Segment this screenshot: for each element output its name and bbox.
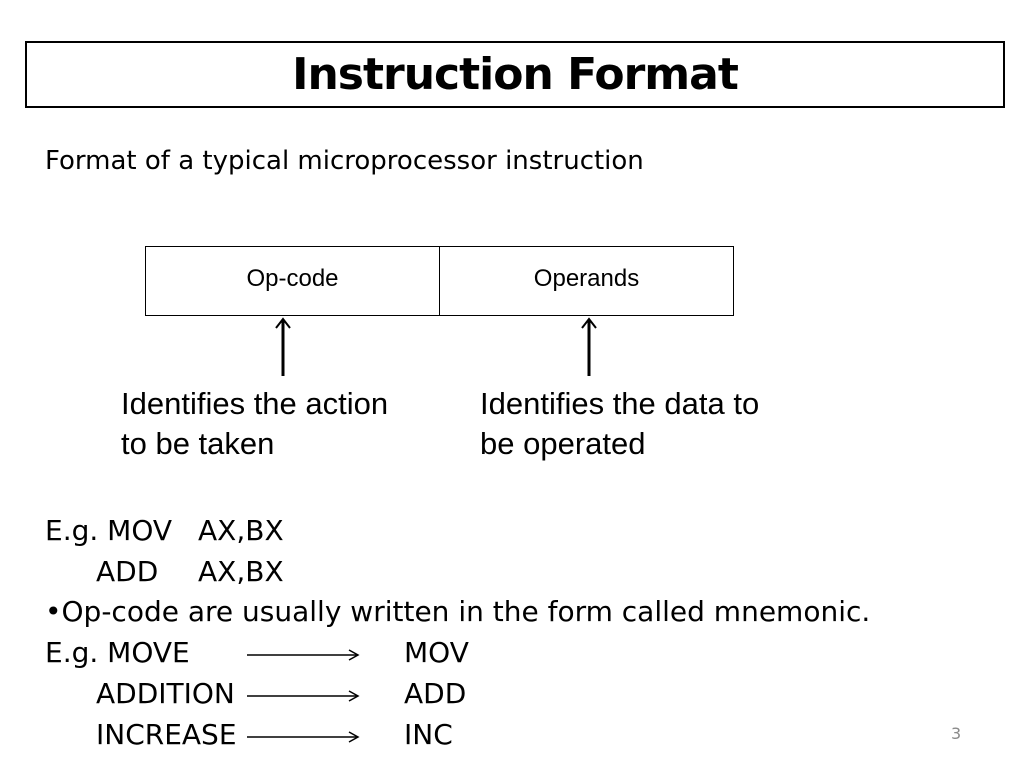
- subtitle: Format of a typical microprocessor instruction: [45, 146, 644, 176]
- example-eg-mov: E.g. MOV: [45, 514, 173, 547]
- slide-title: Instruction Format: [292, 48, 738, 100]
- mnemonic-word-1: E.g. MOVE: [45, 636, 190, 669]
- example-add: ADD: [96, 555, 159, 588]
- example-operand-1: AX,BX: [198, 514, 284, 547]
- operands-up-arrow-icon: [576, 316, 602, 378]
- mnemonic-2: ADD: [404, 677, 467, 710]
- bullet-mnemonic: •Op-code are usually written in the form called mnemonic.: [45, 595, 871, 628]
- opcode-description-line2: to be taken: [121, 426, 275, 461]
- mnemonic-word-3: INCREASE: [96, 718, 237, 751]
- operands-description: [480, 384, 759, 464]
- right-arrow-icon: [245, 688, 361, 704]
- example-operand-2: AX,BX: [198, 555, 284, 588]
- mnemonic-3: INC: [404, 718, 453, 751]
- operands-description-line1: Identifies the data to: [480, 386, 760, 421]
- mnemonic-1: MOV: [404, 636, 469, 669]
- opcode-field: Op-code: [246, 265, 339, 292]
- right-arrow-icon: [245, 647, 361, 663]
- page-number: 3: [951, 724, 962, 743]
- right-arrow-icon: [245, 729, 361, 745]
- mnemonic-word-2: ADDITION: [96, 677, 235, 710]
- opcode-description-line1: Identifies the action: [121, 386, 389, 421]
- instruction-format-table: [145, 246, 734, 316]
- operands-field: Operands: [439, 247, 733, 315]
- title-box: [25, 41, 1005, 108]
- opcode-description: [121, 384, 388, 464]
- operands-description-line2: be operated: [480, 426, 646, 461]
- opcode-up-arrow-icon: [270, 316, 296, 378]
